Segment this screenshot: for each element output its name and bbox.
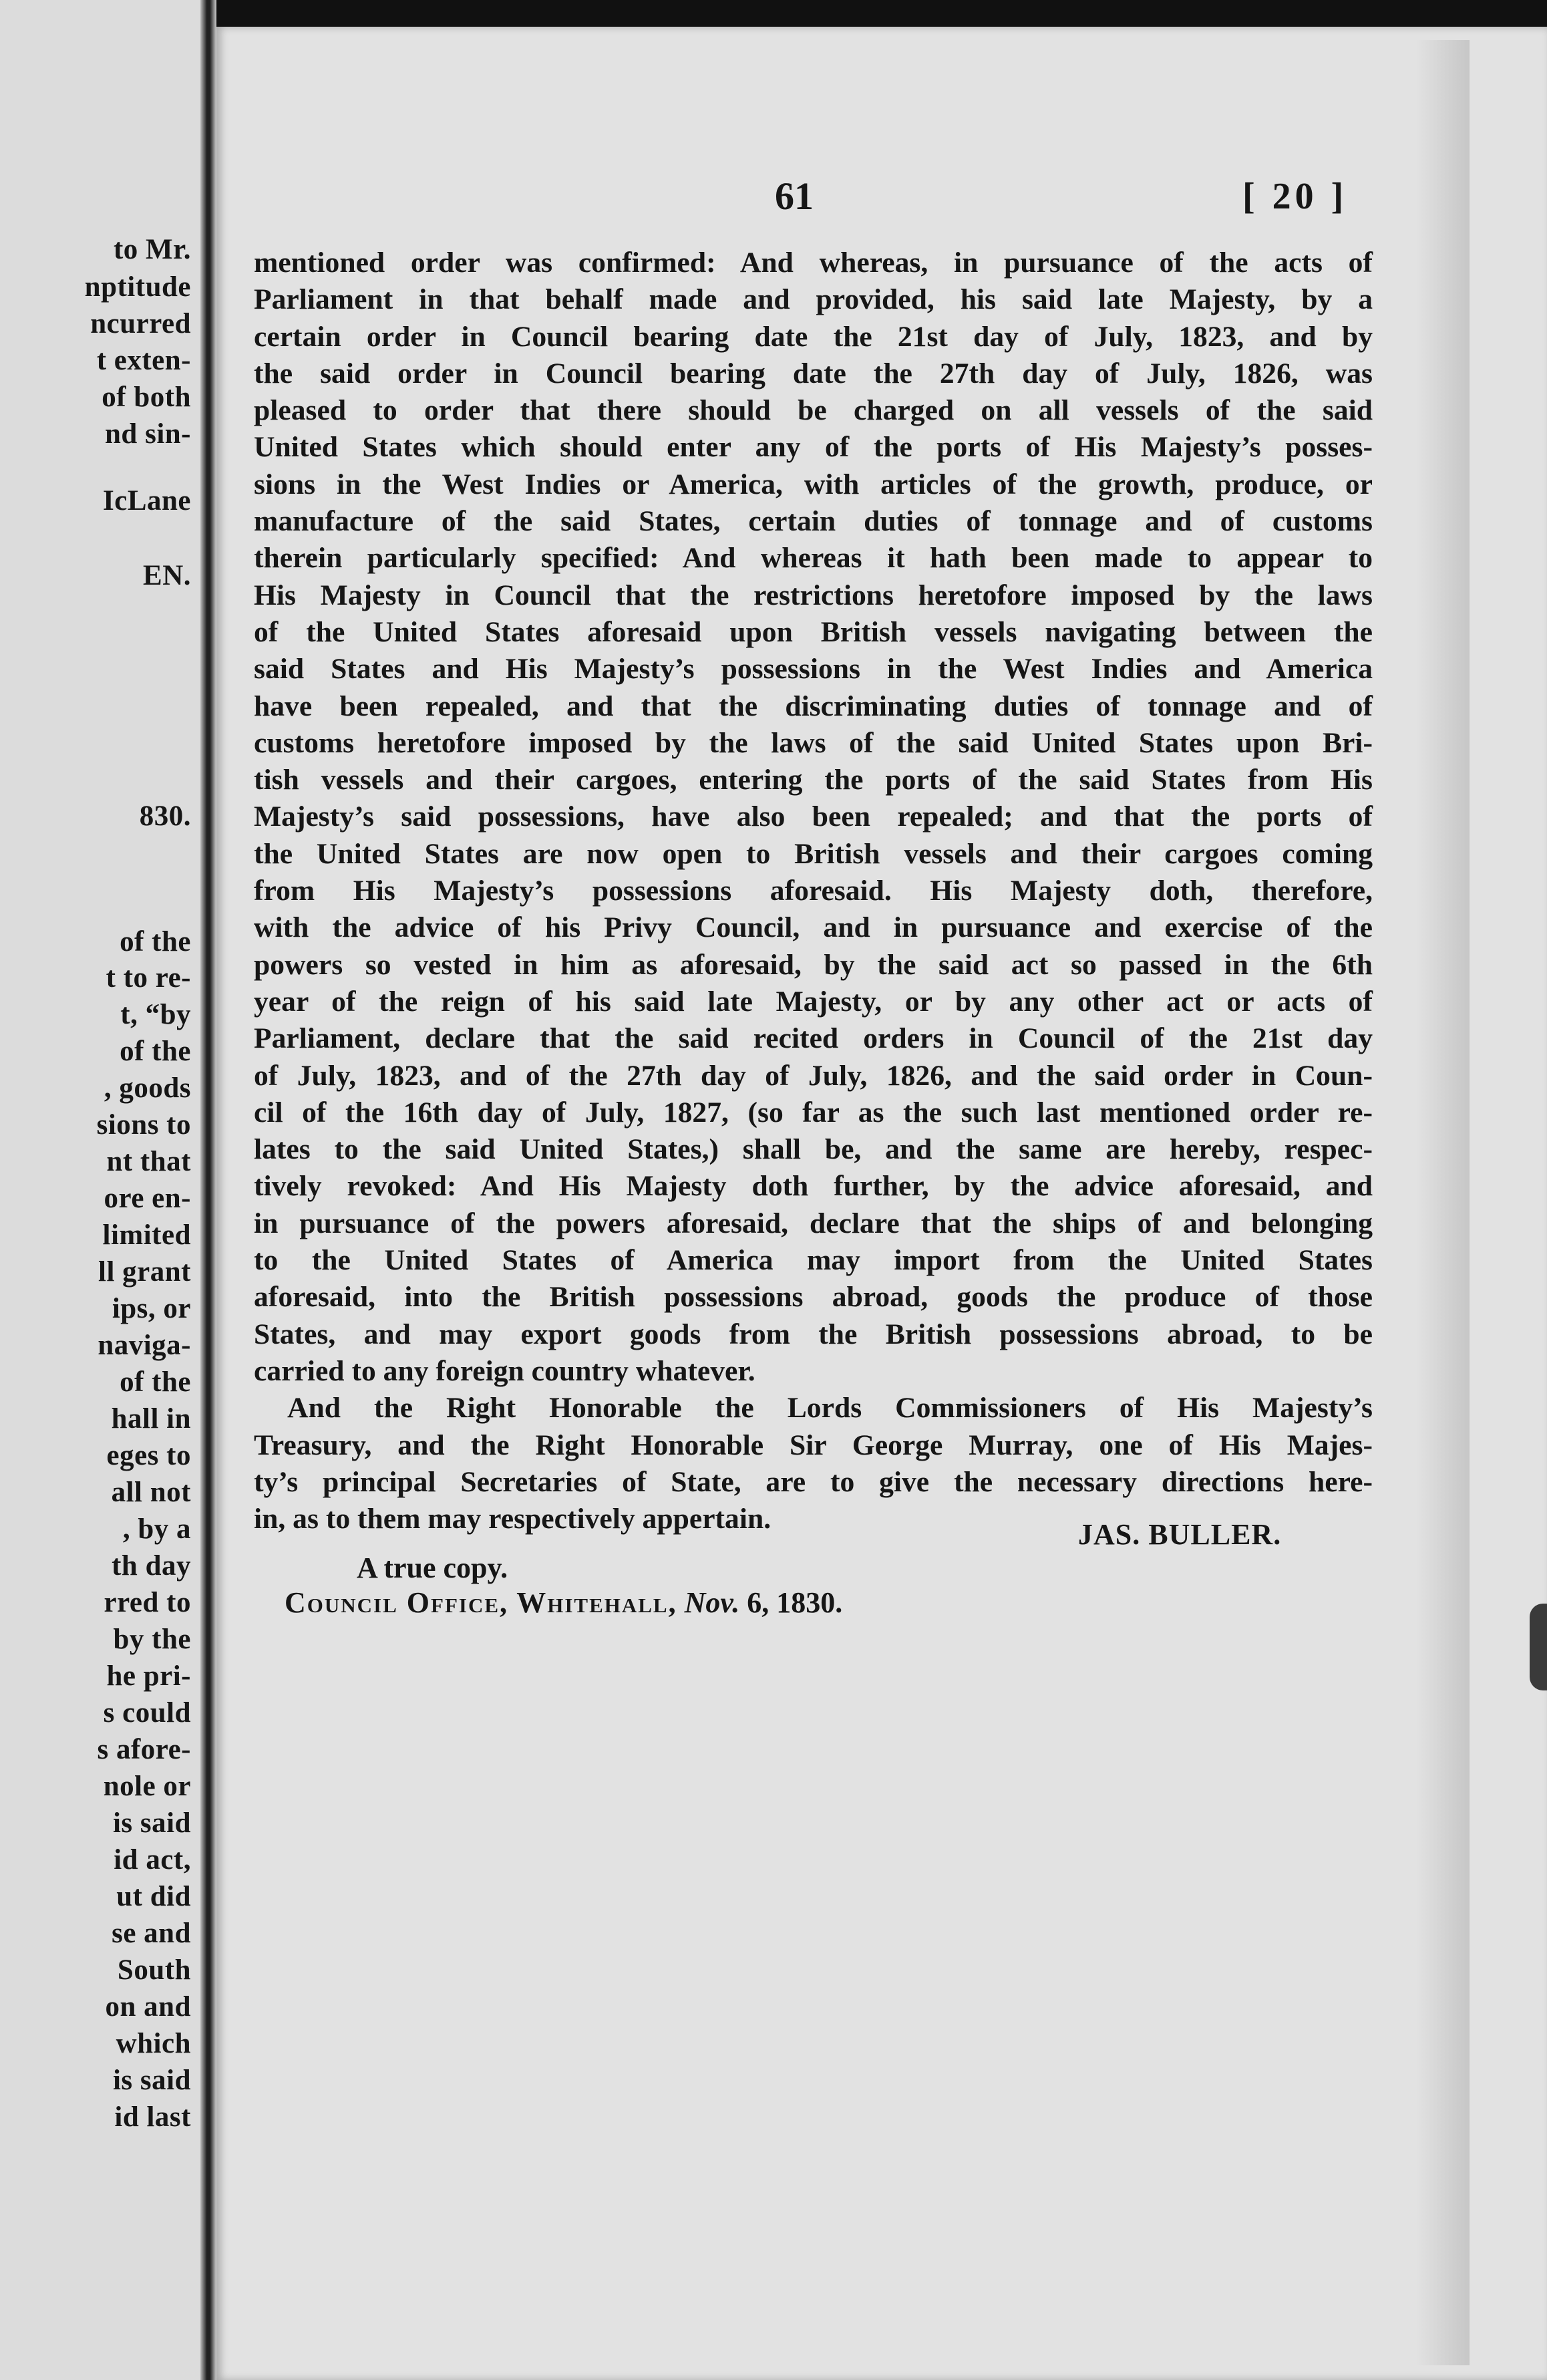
facing-page-text-fragment: is said [112, 1807, 191, 1839]
facing-page-text-fragment: nd sin- [105, 418, 191, 450]
facing-page-text-fragment: by the [113, 1624, 191, 1655]
facing-page-text-fragment: se and [112, 1918, 191, 1949]
body-line: cil of the 16th day of July, 1827, (so far as the such last mentioned order re- [254, 1096, 1373, 1129]
facing-page-text-fragment: ore en- [104, 1183, 191, 1214]
facing-page-text-fragment: id act, [114, 1844, 191, 1876]
book-gutter [200, 0, 216, 2380]
body-line: therein particularly specified: And whereas it hath been made to appear to [254, 542, 1373, 575]
facing-page-text-fragment: nt that [106, 1146, 191, 1177]
body-line: carried to any foreign country whatever. [254, 1354, 755, 1387]
council-office-month: Nov. [684, 1586, 740, 1619]
facing-page-text-fragment: all not [111, 1477, 191, 1508]
facing-page-text-fragment: 830. [139, 800, 191, 832]
body-line: States, and may export goods from the British possessions abroad, to be [254, 1318, 1373, 1350]
facing-page-text-fragment: t to re- [106, 962, 191, 994]
facing-page-text-fragment: s could [103, 1697, 191, 1729]
body-line: manufacture of the said States, certain duties of tonnage and of customs [254, 505, 1373, 538]
facing-page-text-fragment: EN. [143, 560, 191, 591]
body-line: mentioned order was confirmed: And whereas, in pursuance of the acts of [254, 247, 1373, 279]
body-line: Parliament in that behalf made and provided, his said late Majesty, by a [254, 283, 1373, 316]
facing-page-text-fragment: of the [120, 926, 191, 957]
body-line: powers so vested in him as aforesaid, by the said act so passed in the 6th [254, 948, 1373, 981]
facing-page-text-fragment: ut did [116, 1881, 191, 1912]
body-line: have been repealed, and that the discriminating duties of tonnage and of [254, 690, 1373, 722]
section-number: [ 20 ] [1242, 176, 1348, 217]
body-line: Parliament, declare that the said recited orders in Council of the 21st day [254, 1022, 1373, 1055]
body-line: And the Right Honorable the Lords Commissioners of His Majesty’s [287, 1392, 1373, 1425]
facing-page-edge [0, 0, 200, 2380]
facing-page-text-fragment: , by a [122, 1513, 191, 1545]
body-line: certain order in Council bearing date the 21st day of July, 1823, and by [254, 320, 1373, 353]
facing-page-text-fragment: ll grant [98, 1256, 191, 1288]
facing-page-text-fragment: on and [105, 1991, 191, 2023]
body-line: said States and His Majesty’s possessions in the West Indies and America [254, 653, 1373, 686]
facing-page-text-fragment: is said [112, 2065, 191, 2096]
true-copy-note: A true copy. [357, 1551, 508, 1584]
body-line: sions in the West Indies or America, with articles of the growth, produce, or [254, 468, 1373, 500]
facing-page-text-fragment: sions to [96, 1109, 191, 1141]
facing-page-text-fragment: id last [114, 2101, 191, 2133]
facing-page-text-fragment: t exten- [96, 345, 191, 376]
body-line: in pursuance of the powers aforesaid, declare that the ships of and belonging [254, 1207, 1373, 1239]
council-office-place: Council Office, Whitehall, [285, 1586, 677, 1619]
facing-page-text-fragment: of the [120, 1036, 191, 1067]
facing-page-text-fragment: t, “by [120, 999, 191, 1030]
facing-page-text-fragment: ips, or [112, 1293, 191, 1324]
facing-page-text-fragment: s afore- [97, 1734, 191, 1765]
facing-page-text-fragment: rred to [104, 1587, 191, 1618]
body-line: with the advice of his Privy Council, and in pursuance and exercise of the [254, 911, 1373, 944]
body-text [254, 245, 1373, 1537]
body-line: lates to the said United States,) shall be, and the same are hereby, respec- [254, 1133, 1373, 1166]
body-line: pleased to order that there should be charged on all vessels of the said [254, 394, 1373, 427]
facing-page-text-fragment: nole or [103, 1771, 191, 1802]
page-edge-shadow [1416, 40, 1470, 2365]
body-line: the said order in Council bearing date the 27th day of July, 1826, was [254, 357, 1373, 390]
facing-page-text-fragment: naviga- [98, 1330, 191, 1361]
facing-page-text-fragment: South [117, 1954, 191, 1986]
body-line: in, as to them may respectively appertain. [254, 1503, 771, 1535]
body-line: customs heretofore imposed by the laws of the said United States upon Bri- [254, 726, 1373, 759]
facing-page-text-fragment: he pri- [106, 1660, 191, 1692]
body-line: the United States are now open to British vessels and their cargoes coming [254, 837, 1373, 870]
body-line: aforesaid, into the British possessions abroad, goods the produce of those [254, 1281, 1373, 1314]
facing-page-text-fragment: ncurred [90, 308, 191, 339]
body-line: to the United States of America may import from the United States [254, 1244, 1373, 1277]
body-line: Majesty’s said possessions, have also been repealed; and that the ports of [254, 800, 1373, 833]
facing-page-text-fragment: th day [112, 1550, 191, 1582]
facing-page-text-fragment: to Mr. [113, 234, 191, 265]
page-number: 61 [775, 174, 814, 218]
facing-page-text-fragment: IcLane [103, 485, 191, 516]
body-line: tively revoked: And His Majesty doth further, by the advice aforesaid, and [254, 1170, 1373, 1203]
facing-page-text-fragment: limited [102, 1219, 191, 1251]
body-line: of the United States aforesaid upon British vessels navigating between the [254, 615, 1373, 648]
body-line: of July, 1823, and of the 27th day of July, 1826, and the said order in Coun- [254, 1059, 1373, 1092]
body-line: Treasury, and the Right Honorable Sir George Murray, one of His Majes- [254, 1429, 1373, 1461]
facing-page-text-fragment: of both [102, 382, 191, 413]
body-line: from His Majesty’s possessions aforesaid. His Majesty doth, therefore, [254, 875, 1373, 907]
body-line: tish vessels and their cargoes, entering the ports of the said States from His [254, 764, 1373, 796]
facing-page-text-fragment: which [116, 2028, 191, 2059]
facing-page-text-fragment: eges to [106, 1440, 191, 1471]
council-office-line [285, 1586, 842, 1620]
signature: JAS. BULLER. [1078, 1518, 1282, 1551]
facing-page-text-fragment: of the [120, 1366, 191, 1398]
body-line: year of the reign of his said late Majesty, or by any other act or acts of [254, 985, 1373, 1018]
facing-page-text-fragment: hall in [111, 1403, 191, 1435]
body-line: ty’s principal Secretaries of State, are to give the necessary directions here- [254, 1465, 1373, 1498]
facing-page-text-fragment: , goods [104, 1072, 191, 1104]
council-office-date: 6, 1830. [747, 1586, 843, 1619]
body-line: United States which should enter any of the ports of His Majesty’s posses- [254, 431, 1373, 464]
body-line: His Majesty in Council that the restrictions heretofore imposed by the laws [254, 579, 1373, 611]
facing-page-text-fragment: nptitude [84, 271, 191, 303]
scan-margin-artifact [1530, 1604, 1547, 1690]
